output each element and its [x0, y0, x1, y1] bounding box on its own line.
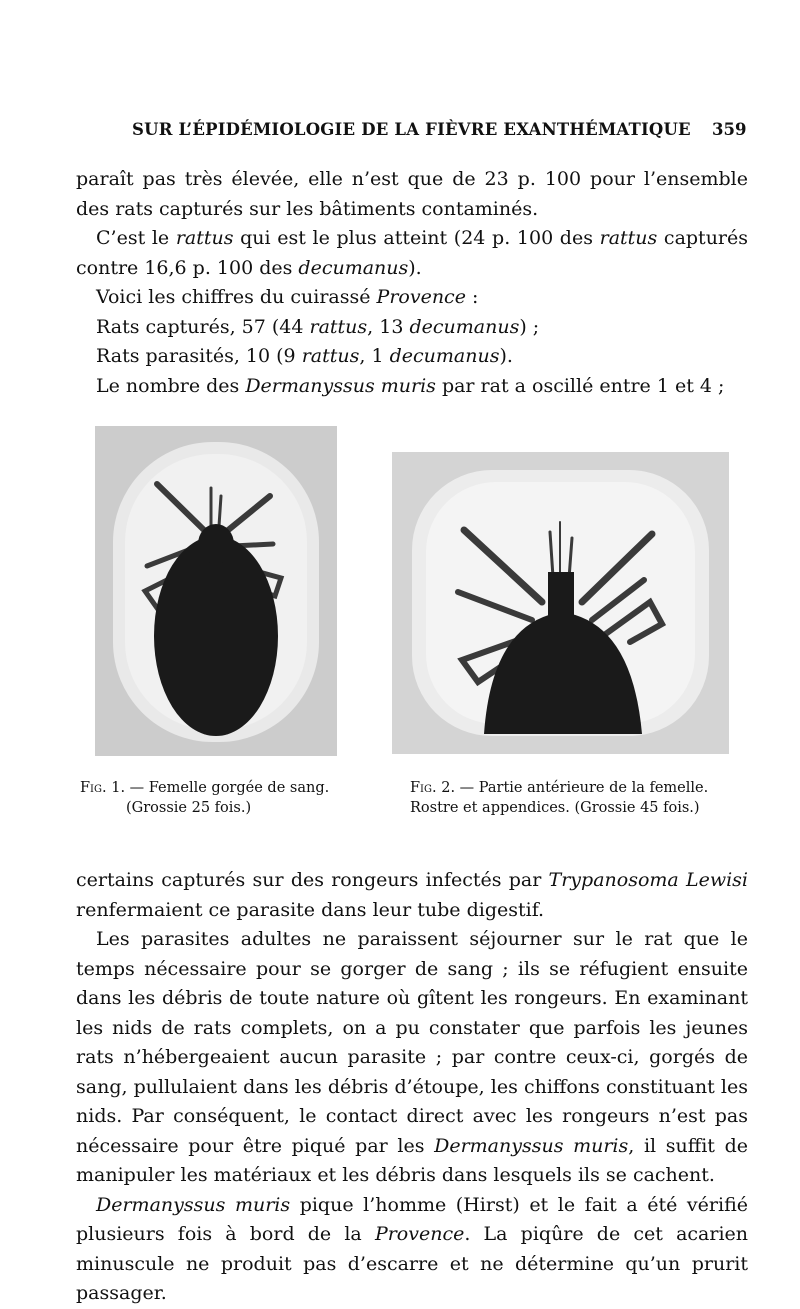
mite-anterior-rostrum-icon	[392, 452, 729, 754]
italic-text-segment: Provence	[374, 1223, 465, 1245]
italic-text-segment: Dermanyssus muris	[434, 1134, 629, 1157]
text-segment: Voici les chiffres du cuirassé	[96, 286, 377, 308]
text-segment: pique l’homme (Hirst) et le fait a été vérifié plusieurs fois à bord de la	[76, 1193, 748, 1245]
paragraph	[76, 372, 748, 402]
italic-text-segment: Dermanyssus muris	[96, 1193, 291, 1216]
text-segment: capturés contre 16,6 p. 100 des	[76, 227, 749, 279]
text-segment: renfermaient ce parasite dans leur tube digestif.	[76, 898, 545, 921]
text-block-bottom	[76, 866, 748, 1309]
text-segment: Rats capturés, 57 (44	[96, 315, 310, 338]
text-segment: certains capturés sur des rongeurs infectés par	[76, 869, 549, 891]
figure-2-mite-anterior-photo	[392, 452, 729, 754]
figure-1-caption	[80, 778, 329, 818]
figure-2-caption-line1: — Partie antérieure de la femelle.	[455, 780, 709, 796]
italic-text-segment: rattus	[175, 227, 234, 249]
text-segment: paraît pas très élevée, elle n’est que de 23 p. 100 pour l’ensemble des rats capturés sur les bâtiments contaminés.	[76, 168, 748, 220]
running-header	[0, 120, 800, 144]
paragraph	[76, 283, 748, 313]
paragraph	[76, 342, 748, 372]
paragraph	[76, 925, 748, 1191]
text-segment: ).	[499, 345, 513, 367]
text-segment: ).	[408, 256, 422, 279]
text-segment: , il suffit de manipuler les matériaux et les débris dans lesquels ils se cachent.	[76, 1134, 748, 1186]
figure-1-label: Fig. 1.	[80, 780, 126, 796]
text-segment: Le nombre des	[96, 374, 246, 397]
paragraph	[76, 313, 748, 343]
figure-1-caption-line2: (Grossie 25 fois.)	[126, 800, 252, 816]
italic-text-segment: rattus	[599, 227, 658, 249]
page-number: 359	[712, 120, 747, 139]
italic-text-segment: Provence	[376, 286, 466, 308]
italic-text-segment: decumanus	[409, 315, 520, 338]
text-block-top	[76, 165, 748, 401]
figure-1-caption-line1: — Femelle gorgée de sang.	[125, 780, 330, 796]
italic-text-segment: decumanus	[389, 345, 500, 367]
figure-1-mite-female-photo	[95, 426, 337, 756]
text-segment: , 1	[359, 345, 390, 367]
running-title: SUR L’ÉPIDÉMIOLOGIE DE LA FIÈVRE EXANTHÉMATIQUE	[132, 120, 691, 139]
mite-engorged-female-icon	[95, 426, 337, 756]
italic-text-segment: Trypanosoma Lewisi	[548, 869, 748, 891]
text-segment: , 13	[367, 315, 410, 338]
text-segment: . La piqûre de cet acarien minuscule ne produit pas d’escarre et ne détermine qu’un prurit passager.	[76, 1223, 749, 1304]
text-segment: C’est le	[96, 227, 176, 249]
text-segment: ) ;	[519, 315, 540, 338]
text-segment: Les parasites adultes ne paraissent séjourner sur le rat que le temps nécessaire pour se gorger de sang ; ils se réfugient ensuite dans les débris de toute nature où gîtent les rongeurs. En examinant les nids de rats complets, on a pu constater que parfois les jeunes rats n’hébergeaient aucun parasite ; par contre ceux-ci, gorgés de sang, pullulaient dans les débris d’étoupe, les chiffons constituant les nids. Par conséquent, le contact direct avec les rongeurs n’est pas nécessaire pour être piqué par les	[76, 928, 748, 1157]
figure-2-caption	[410, 778, 708, 818]
figure-2-label: Fig. 2.	[410, 780, 456, 796]
text-segment: par rat a oscillé entre 1 et 4 ;	[435, 374, 725, 397]
paragraph	[76, 1191, 748, 1309]
text-segment: Rats parasités, 10 (9	[96, 345, 302, 367]
italic-text-segment: Dermanyssus muris	[245, 374, 436, 397]
paragraph	[76, 224, 748, 283]
italic-text-segment: decumanus	[298, 256, 409, 279]
italic-text-segment: rattus	[309, 315, 368, 338]
text-segment: qui est le plus atteint (24 p. 100 des	[233, 227, 600, 249]
paragraph	[76, 165, 748, 224]
paragraph	[76, 866, 748, 925]
italic-text-segment: rattus	[301, 345, 360, 367]
figure-2-caption-line2: Rostre et appendices. (Grossie 45 fois.)	[410, 800, 700, 816]
text-segment: :	[465, 286, 479, 308]
